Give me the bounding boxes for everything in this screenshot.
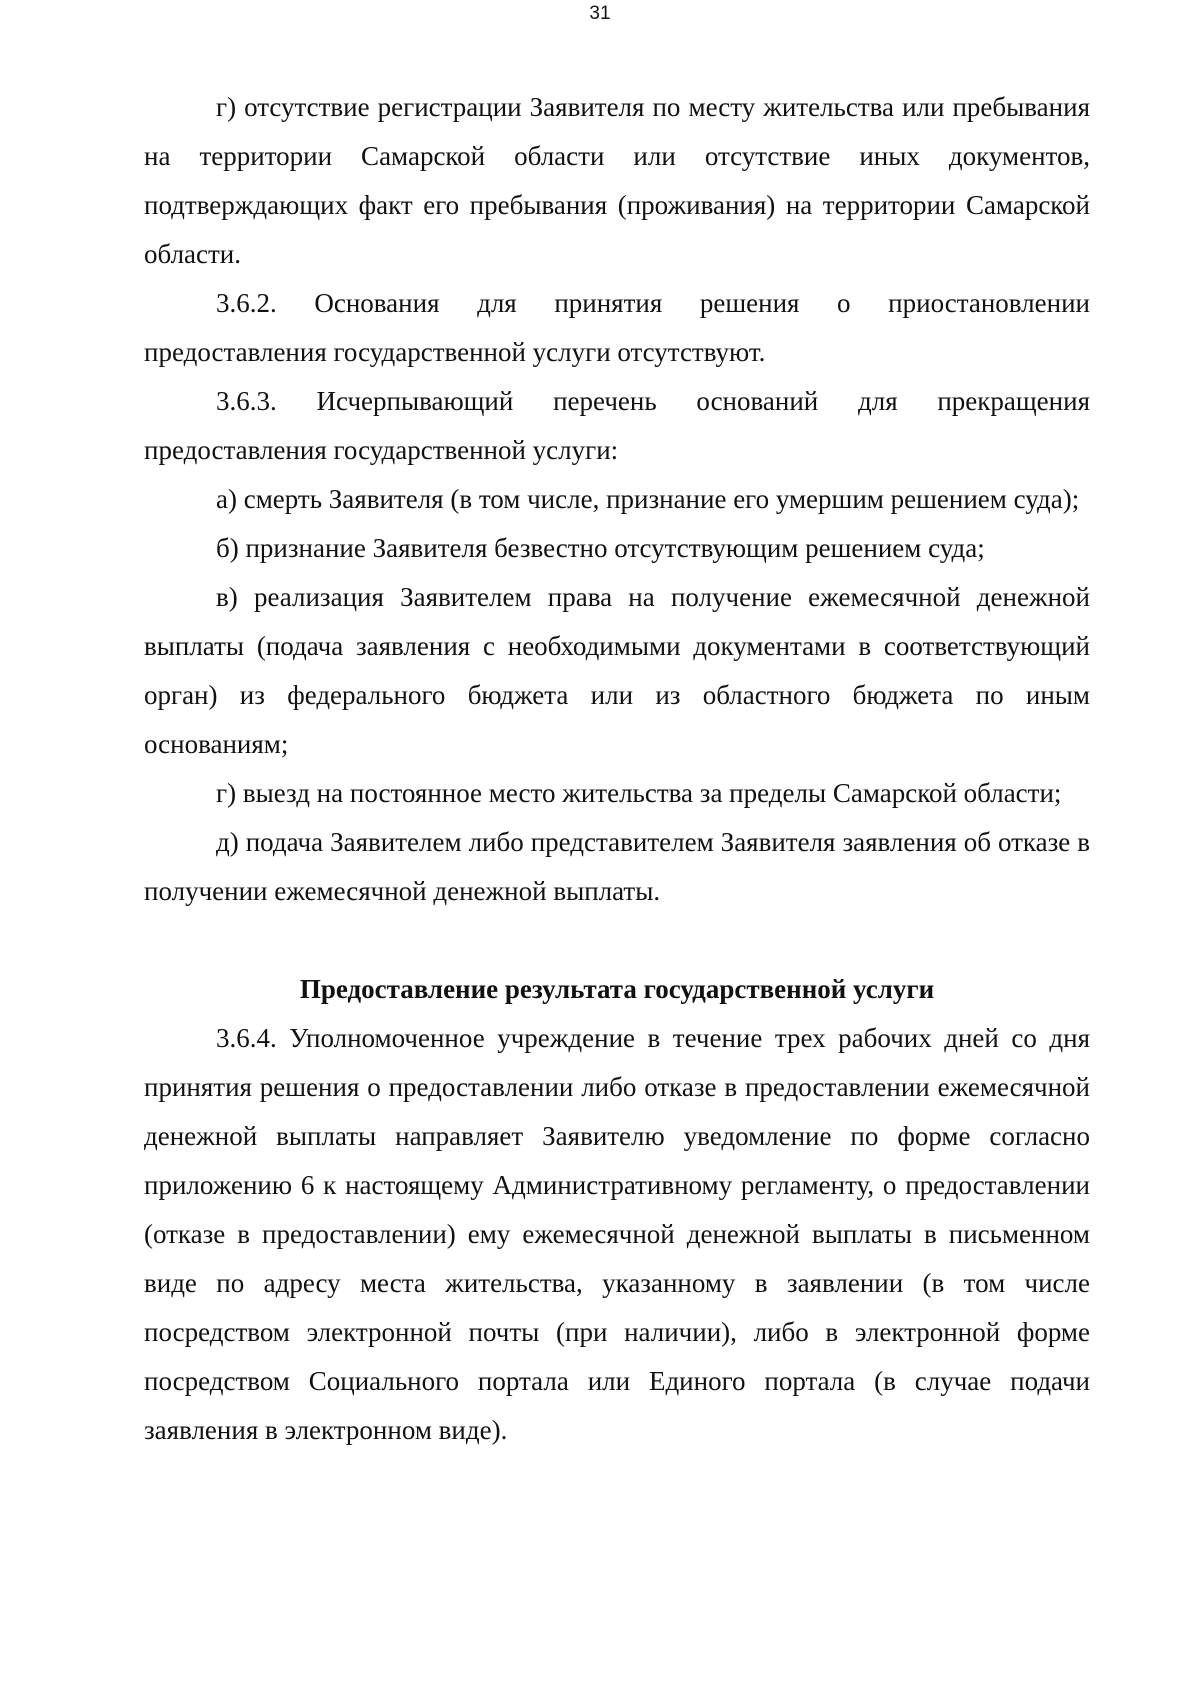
page-number: 31	[589, 3, 611, 24]
list-item-b: б) признание Заявителя безвестно отсутствующим решением суда;	[216, 533, 985, 563]
paragraph-residence-registration: г) отсутствие регистрации Заявителя по месту жительства или пребывания на территории Самарской области или отсутствие иных документов, подтверждающих факт его пребывания (проживания) на территории Самарской области.	[144, 92, 1090, 269]
paragraph-3-6-3: 3.6.3. Исчерпывающий перечень оснований для прекращения предоставления государственной услуги:	[144, 386, 1090, 465]
paragraph-3-6-4: 3.6.4. Уполномоченное учреждение в течение трех рабочих дней со дня принятия решения о предоставлении либо отказе в предоставлении ежемесячной денежной выплаты направляет Заявителю уведомление по форме согласно приложению 6 к настоящему Административному регламенту, о предоставлении (отказе в предоставлении) ему ежемесячной денежной выплаты в письменном виде по адресу места жительства, указанному в заявлении (в том числе посредством электронной почты (при наличии), либо в электронной форме посредством Социального портала или Единого портала (в случае подачи заявления в электронном виде).	[144, 1023, 1090, 1445]
list-item-d: д) подача Заявителем либо представителем Заявителя заявления об отказе в получении ежемесячной денежной выплаты.	[144, 827, 1090, 906]
document-body	[144, 83, 1090, 1455]
paragraph-3-6-2: 3.6.2. Основания для принятия решения о приостановлении предоставления государственной услуги отсутствуют.	[144, 288, 1090, 367]
list-item-g: г) выезд на постоянное место жительства за пределы Самарской области;	[216, 778, 1062, 808]
list-item-v: в) реализация Заявителем права на получение ежемесячной денежной выплаты (подача заявления с необходимыми документами в соответствующий орган) из федерального бюджета или из областного бюджета по иным основаниям;	[144, 582, 1090, 759]
list-item-a: а) смерть Заявителя (в том числе, признание его умершим решением суда);	[216, 484, 1080, 514]
section-heading: Предоставление результата государственной услуги	[299, 974, 935, 1004]
